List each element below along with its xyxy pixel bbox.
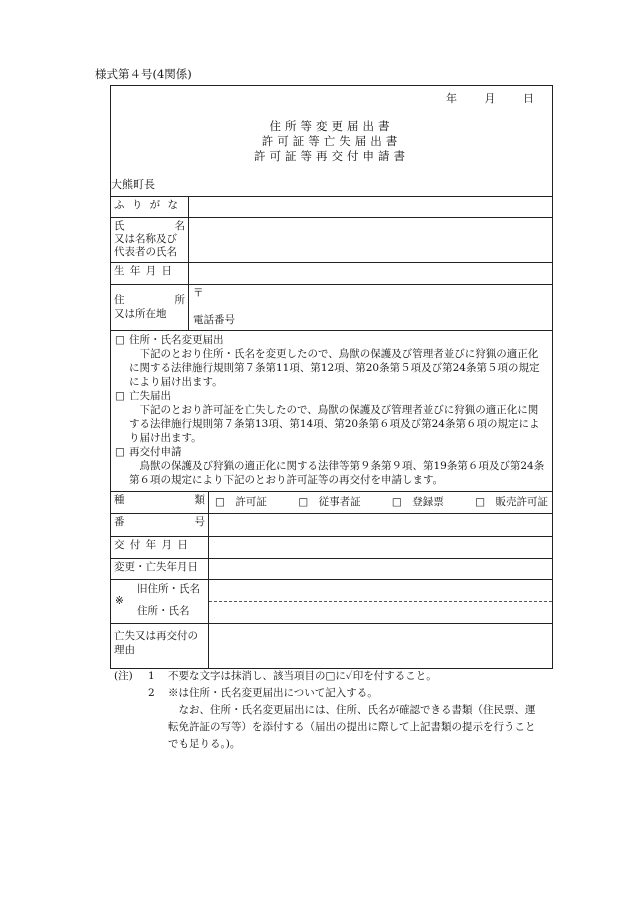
type-permit[interactable]: □ 許可証 [215,495,267,508]
form-header [111,86,552,197]
checkbox-loss[interactable]: □ [115,390,125,402]
label-number-b: 号 [194,516,205,528]
row-reason [111,624,552,668]
label-change-date: 変更・亡失年月日 [111,559,209,579]
type-registration[interactable]: □ 登録票 [391,495,444,508]
label-issue-date: 交 付 年 月 日 [111,537,209,558]
form-frame [110,85,553,669]
notes-head: (注) [114,670,133,682]
address-field[interactable] [189,285,552,330]
row-change-date [111,559,552,580]
label-name-line2: 又は名称及び [114,233,177,245]
label-reason: 亡失又は再交付の理由 [111,624,209,668]
label-name-b: 名 [174,220,185,232]
reason-field[interactable] [209,624,552,668]
number-field[interactable] [209,514,552,536]
check-reissue[interactable] [115,445,548,487]
row-type [111,492,552,514]
row-birth [111,263,552,285]
row-issue-date [111,537,552,559]
old-address-field[interactable] [209,580,552,601]
label-address [111,285,189,330]
label-number [111,514,209,536]
label-name-a: 氏 [114,220,125,232]
birth-field[interactable] [189,263,552,284]
notes [114,668,584,753]
check-title-reissue: 再交付申請 [129,446,182,458]
checkbox-address-change[interactable]: □ [115,334,125,346]
application-type-section [111,331,552,492]
label-furigana: ふ り が な [111,197,189,217]
new-address-field[interactable] [209,601,552,624]
label-number-a: 番 [114,516,125,528]
name-field[interactable] [189,218,552,262]
label-birth: 生 年 月 日 [111,263,189,284]
check-loss[interactable] [115,389,548,445]
form-titles [111,119,552,164]
checkbox-reissue[interactable]: □ [115,446,125,458]
row-number [111,514,552,537]
title-address-change: 住所等変更届出書 [269,119,394,133]
issue-date-field[interactable] [209,537,552,558]
note-2-text: ※は住所・氏名変更届出について記入する。 [168,687,378,699]
label-address-line2: 又は所在地 [114,308,167,320]
check-body-address-change: 下記のとおり住所・氏名を変更したので、鳥獣の保護及び管理者並びに狩猟の適正化に関する法律施行規則第７条第11項、第12項、第20条第５項及び第24条第５項の規定により届け出ます。 [129,348,540,388]
type-worker-cert[interactable]: □ 従事者証 [298,495,361,508]
label-address-b: 所 [174,294,185,306]
check-title-loss: 亡失届出 [129,390,171,402]
title-loss: 許可証等亡失届出書 [261,134,402,148]
label-name-line3: 代表者の氏名 [114,246,177,258]
date-day: 日 [523,92,534,105]
check-body-loss: 下記のとおり許可証を亡失したので、鳥獣の保護及び管理者並びに狩猟の適正化に関する法律施行規則第７条第13項、第14項、第20条第６項及び第24条第６項の規定により届け出ます。 [129,404,540,444]
row-address-change [111,580,552,624]
label-type-a: 種 [114,494,125,506]
check-body-reissue: 鳥獣の保護及び狩猟の適正化に関する法律等第９条第９項、第19条第６項及び第24条第６項の規定により下記のとおり許可証等の再交付を申請します。 [129,460,545,486]
label-type-b: 類 [194,494,205,506]
postal-mark: 〒 [193,287,204,299]
label-name [111,218,189,262]
date-year: 年 [446,92,457,105]
note-mark: ※ [115,595,124,607]
furigana-field[interactable] [189,197,552,217]
row-furigana [111,197,552,218]
form-number: 様式第４号(4関係) [95,67,192,81]
note-1-number: 1 [148,670,155,682]
row-address [111,285,552,331]
row-name [111,218,552,263]
addressee: 大熊町長 [111,178,155,191]
label-address-change [111,580,209,623]
label-type [111,492,209,513]
label-address-a: 住 [114,294,125,306]
type-sales-permit[interactable]: □ 販売許可証 [475,495,548,508]
label-old-address: 旧住所・氏名 [137,583,200,595]
note-1-text: 不要な文字は抹消し、該当項目の□に✓印を付すること。 [168,670,437,682]
check-title-address-change: 住所・氏名変更届出 [129,334,224,346]
note-2-detail: なお、住所・氏名変更届出には、住所、氏名が確認できる書類（住民票、運転免許証の写等）を添付する（届出の提出に際して上記書類の提示を行うことでも足りる。)。 [168,704,536,750]
note-2-number: 2 [148,687,155,699]
type-options [209,492,552,513]
date-month: 月 [484,92,496,105]
label-new-address: 住所・氏名 [137,605,190,617]
title-reissue: 許可証等再交付申請書 [254,149,409,163]
phone-label: 電話番号 [193,314,235,326]
change-date-field[interactable] [209,559,552,579]
address-change-fields [209,580,552,623]
check-address-change[interactable] [115,333,548,389]
date-line [422,92,534,106]
